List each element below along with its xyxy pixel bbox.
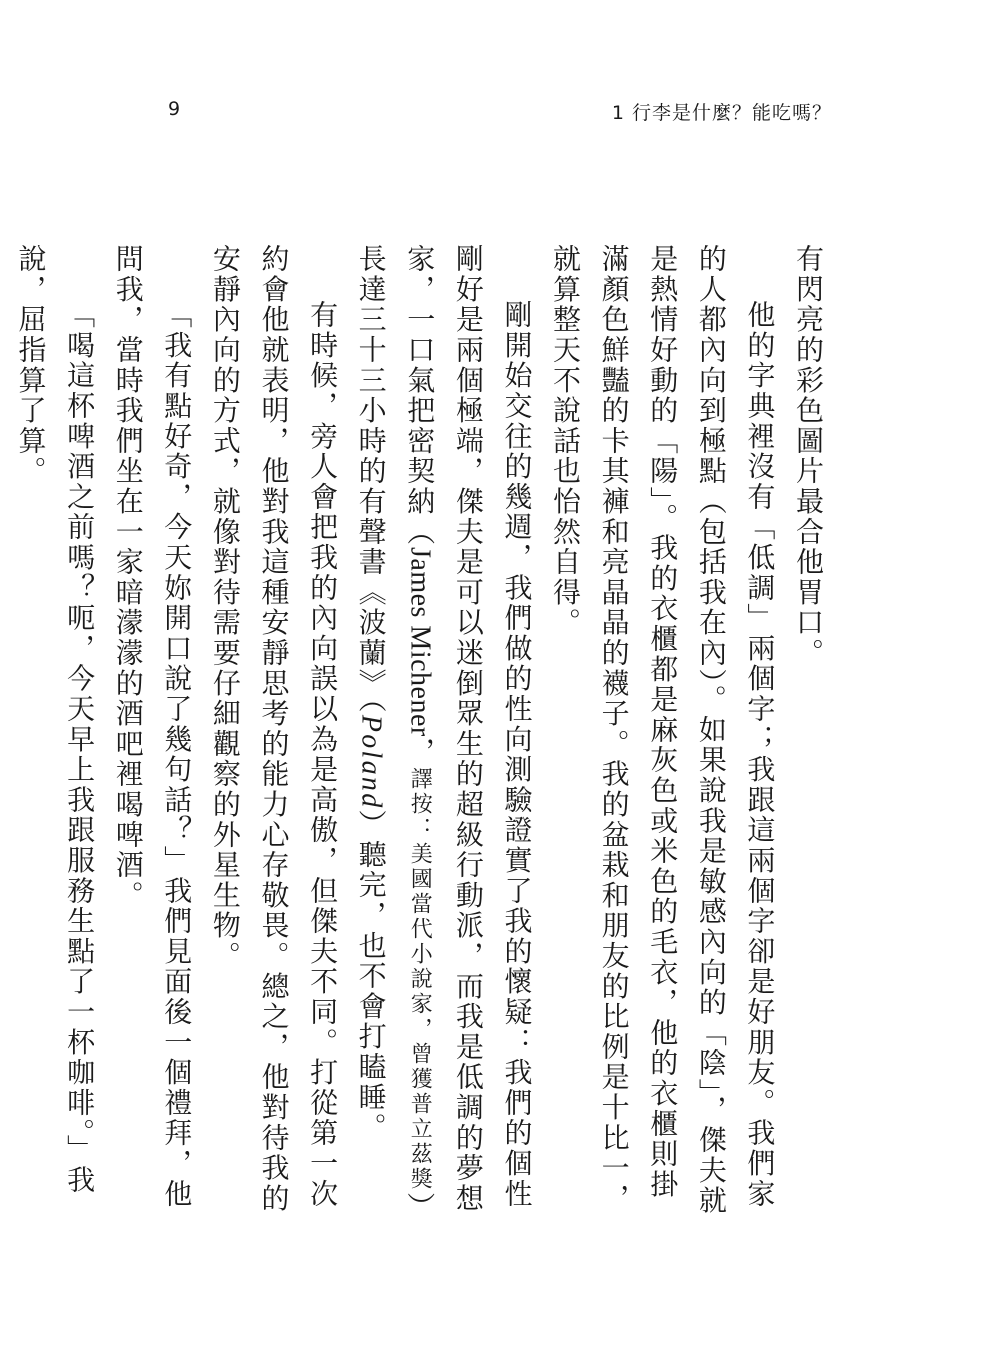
paragraph-4: 有時候，旁人會把我的內向誤以為是高傲，但傑夫不同。打從第一次約會他就表明，他對我這種安靜思考的能力心存敬畏。總之，他對待我的安靜內向的方式，就像對待需要仔細觀察的外星生物。 bbox=[208, 244, 340, 1214]
latin-title-poland: Poland bbox=[355, 714, 387, 810]
latin-name-james-michener: James Michener bbox=[404, 547, 436, 737]
running-head: 1 行李是什麼？能吃嗎？ bbox=[611, 102, 832, 124]
paragraph-2: 他的字典裡沒有「低調」兩個字；我跟這兩個字卻是好朋友。我們家的人都內向到極點（包括我在內）。如果說我是敏感內向的「陰」，傑夫就是熱情好動的「陽」。我的衣櫃都是麻灰色或米色的毛衣，他的衣櫃則掛滿顏色鮮豔的卡其褲和亮晶晶的襪子。我的盆栽和朋友的比例是十比一，就算整天不說話也怡然自得。 bbox=[549, 244, 777, 1216]
translator-note: 譯按：美國當代小說家，曾獲普立茲獎 bbox=[407, 767, 433, 1193]
paragraph-5: 「我有點好奇，今天妳開口說了幾句話？」我們見面後一個禮拜，他問我，當時我們坐在一家暗濛濛的酒吧裡喝啤酒。 bbox=[111, 244, 194, 1209]
paragraph-3-text-d: ）聽完，也不會打瞌睡。 bbox=[354, 809, 388, 1143]
paragraph-3 bbox=[346, 244, 540, 1224]
body-text bbox=[14, 244, 832, 1224]
page-number: 9 bbox=[168, 98, 181, 120]
paragraph-6: 「喝這杯啤酒之前嗎？呃，今天早上我跟服務生點了一杯咖啡。」我說，屈指算了算。 bbox=[14, 244, 97, 1195]
paragraph-3-comma: ， bbox=[403, 736, 437, 768]
paragraph-1: 有閃亮的彩色圖片最合他胃口。 bbox=[792, 244, 825, 669]
paragraph-3-text-c: ）長達三十三小時的有聲書《波蘭》（ bbox=[354, 244, 437, 1223]
paragraph-3-text-a: 剛開始交往的幾週，我們做的性向測驗證實了我的懷疑：我們的個性剛好是兩個極端，傑夫是可以迷倒眾生的超級行動派，而我是低調的夢想家，一口氣把密契納（ bbox=[403, 244, 534, 1214]
